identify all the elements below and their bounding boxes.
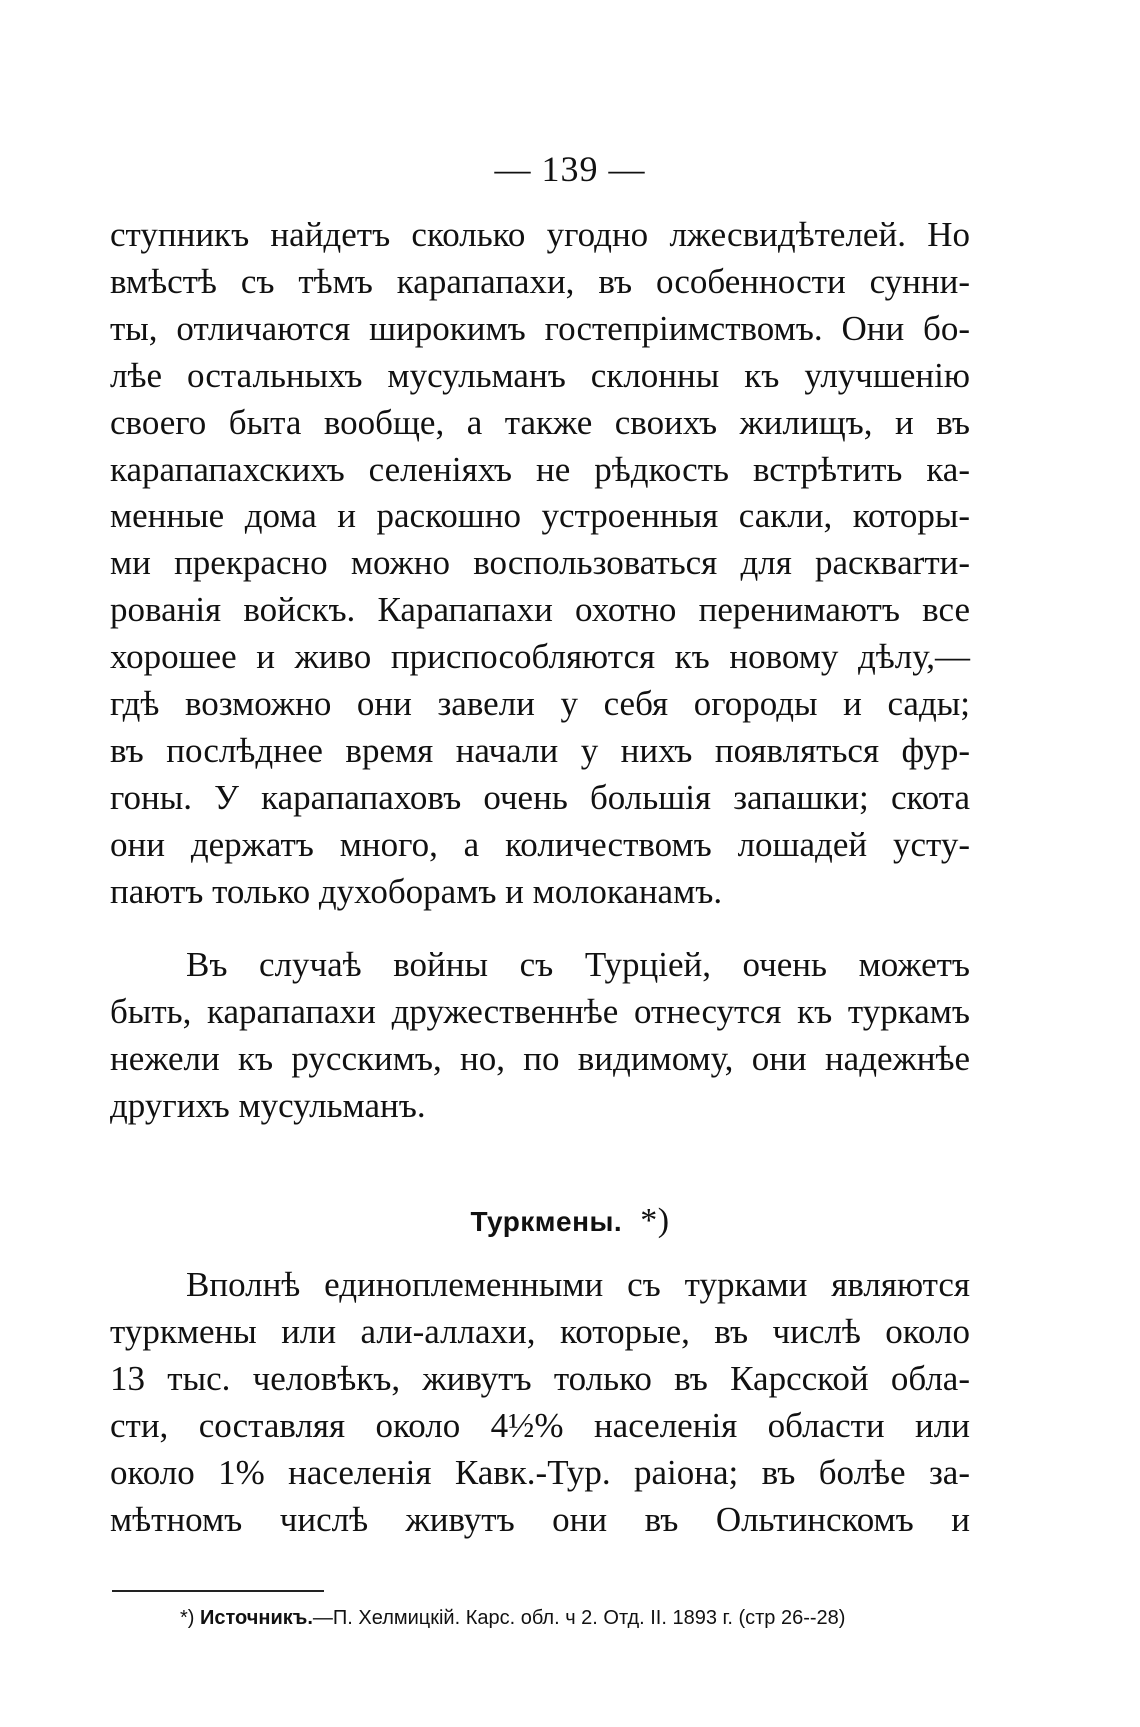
text-line: другихъ мусульманъ. <box>110 1085 426 1125</box>
text-line: паютъ только духоборамъ и молоканамъ. <box>110 871 723 911</box>
text-line: нежели къ русскимъ, но, по видимому, они надежнѣе <box>110 1038 970 1078</box>
paragraph-1 <box>110 212 970 916</box>
text-line: своего быта вообще, а также своихъ жилищъ, и въ <box>110 402 970 442</box>
footnote-mark: *) <box>180 1607 195 1629</box>
section-title: Туркмены. <box>470 1206 623 1237</box>
text-line: лѣе остальныхъ мусульманъ склонны къ улучшенію <box>110 355 970 395</box>
paragraph-2 <box>110 942 970 1130</box>
text-line: карапапахскихъ селеніяхъ не рѣдкость встрѣтить ка- <box>110 449 970 489</box>
text-line: туркмены или али-аллахи, которые, въ числѣ около <box>110 1311 970 1351</box>
text-line: Въ случаѣ войны съ Турціей, очень можетъ <box>186 945 970 984</box>
text-line: ми прекрасно можно воспользоваться для расквarти- <box>110 543 970 583</box>
text-line: гоны. У карапапаховъ очень большія запашки; скота <box>110 777 970 817</box>
text-line: быть, карапапахи дружественнѣе отнесутся къ туркамъ <box>110 991 970 1031</box>
footnote <box>180 1604 980 1632</box>
footnote-source-label: Источникъ. <box>200 1607 313 1629</box>
text-line: Вполнѣ единоплеменными съ турками являются <box>186 1265 970 1304</box>
section-heading <box>0 1202 1140 1240</box>
text-line: ступникъ найдетъ сколько угодно лжесвидѣтелей. Но <box>110 215 970 254</box>
footnote-text: —П. Хелмицкій. Карс. обл. ч 2. Отд. II. 1893 г. (стр 26--28) <box>312 1607 846 1629</box>
text-line: сти, составляя около 4½% населенія области или <box>110 1405 970 1445</box>
text-line: въ послѣднее время начали у нихъ появляться фур- <box>110 730 970 770</box>
text-line: гдѣ возможно они завели у себя огороды и сады; <box>110 684 970 724</box>
text-line: около 1% населенія Кавк.-Тур. раіона; въ болѣе за- <box>110 1452 970 1492</box>
footnote-reference: *) <box>640 1202 670 1239</box>
paragraph-3 <box>110 1262 970 1543</box>
page-number: — 139 — <box>494 149 646 189</box>
text-line: ты, отличаются широкимъ гостепріимствомъ. Они бо- <box>110 308 970 348</box>
text-line: они держатъ много, а количествомъ лошадей усту- <box>110 824 970 864</box>
text-line: хорошее и живо приспособляются къ новому дѣлу,— <box>110 637 970 677</box>
text-line: менные дома и раскошно устроенныя сакли, которы- <box>110 496 970 536</box>
text-line: вмѣстѣ съ тѣмъ карапапахи, въ особенности сунни- <box>110 261 970 301</box>
text-line: 13 тыс. человѣкъ, живутъ только въ Карсской обла- <box>110 1358 970 1398</box>
text-line: рованія войскъ. Карапапахи охотно перенимаютъ все <box>110 590 970 630</box>
footnote-divider <box>112 1590 324 1592</box>
text-line: мѣтномъ числѣ живутъ они въ Ольтинскомъ и <box>110 1499 970 1539</box>
